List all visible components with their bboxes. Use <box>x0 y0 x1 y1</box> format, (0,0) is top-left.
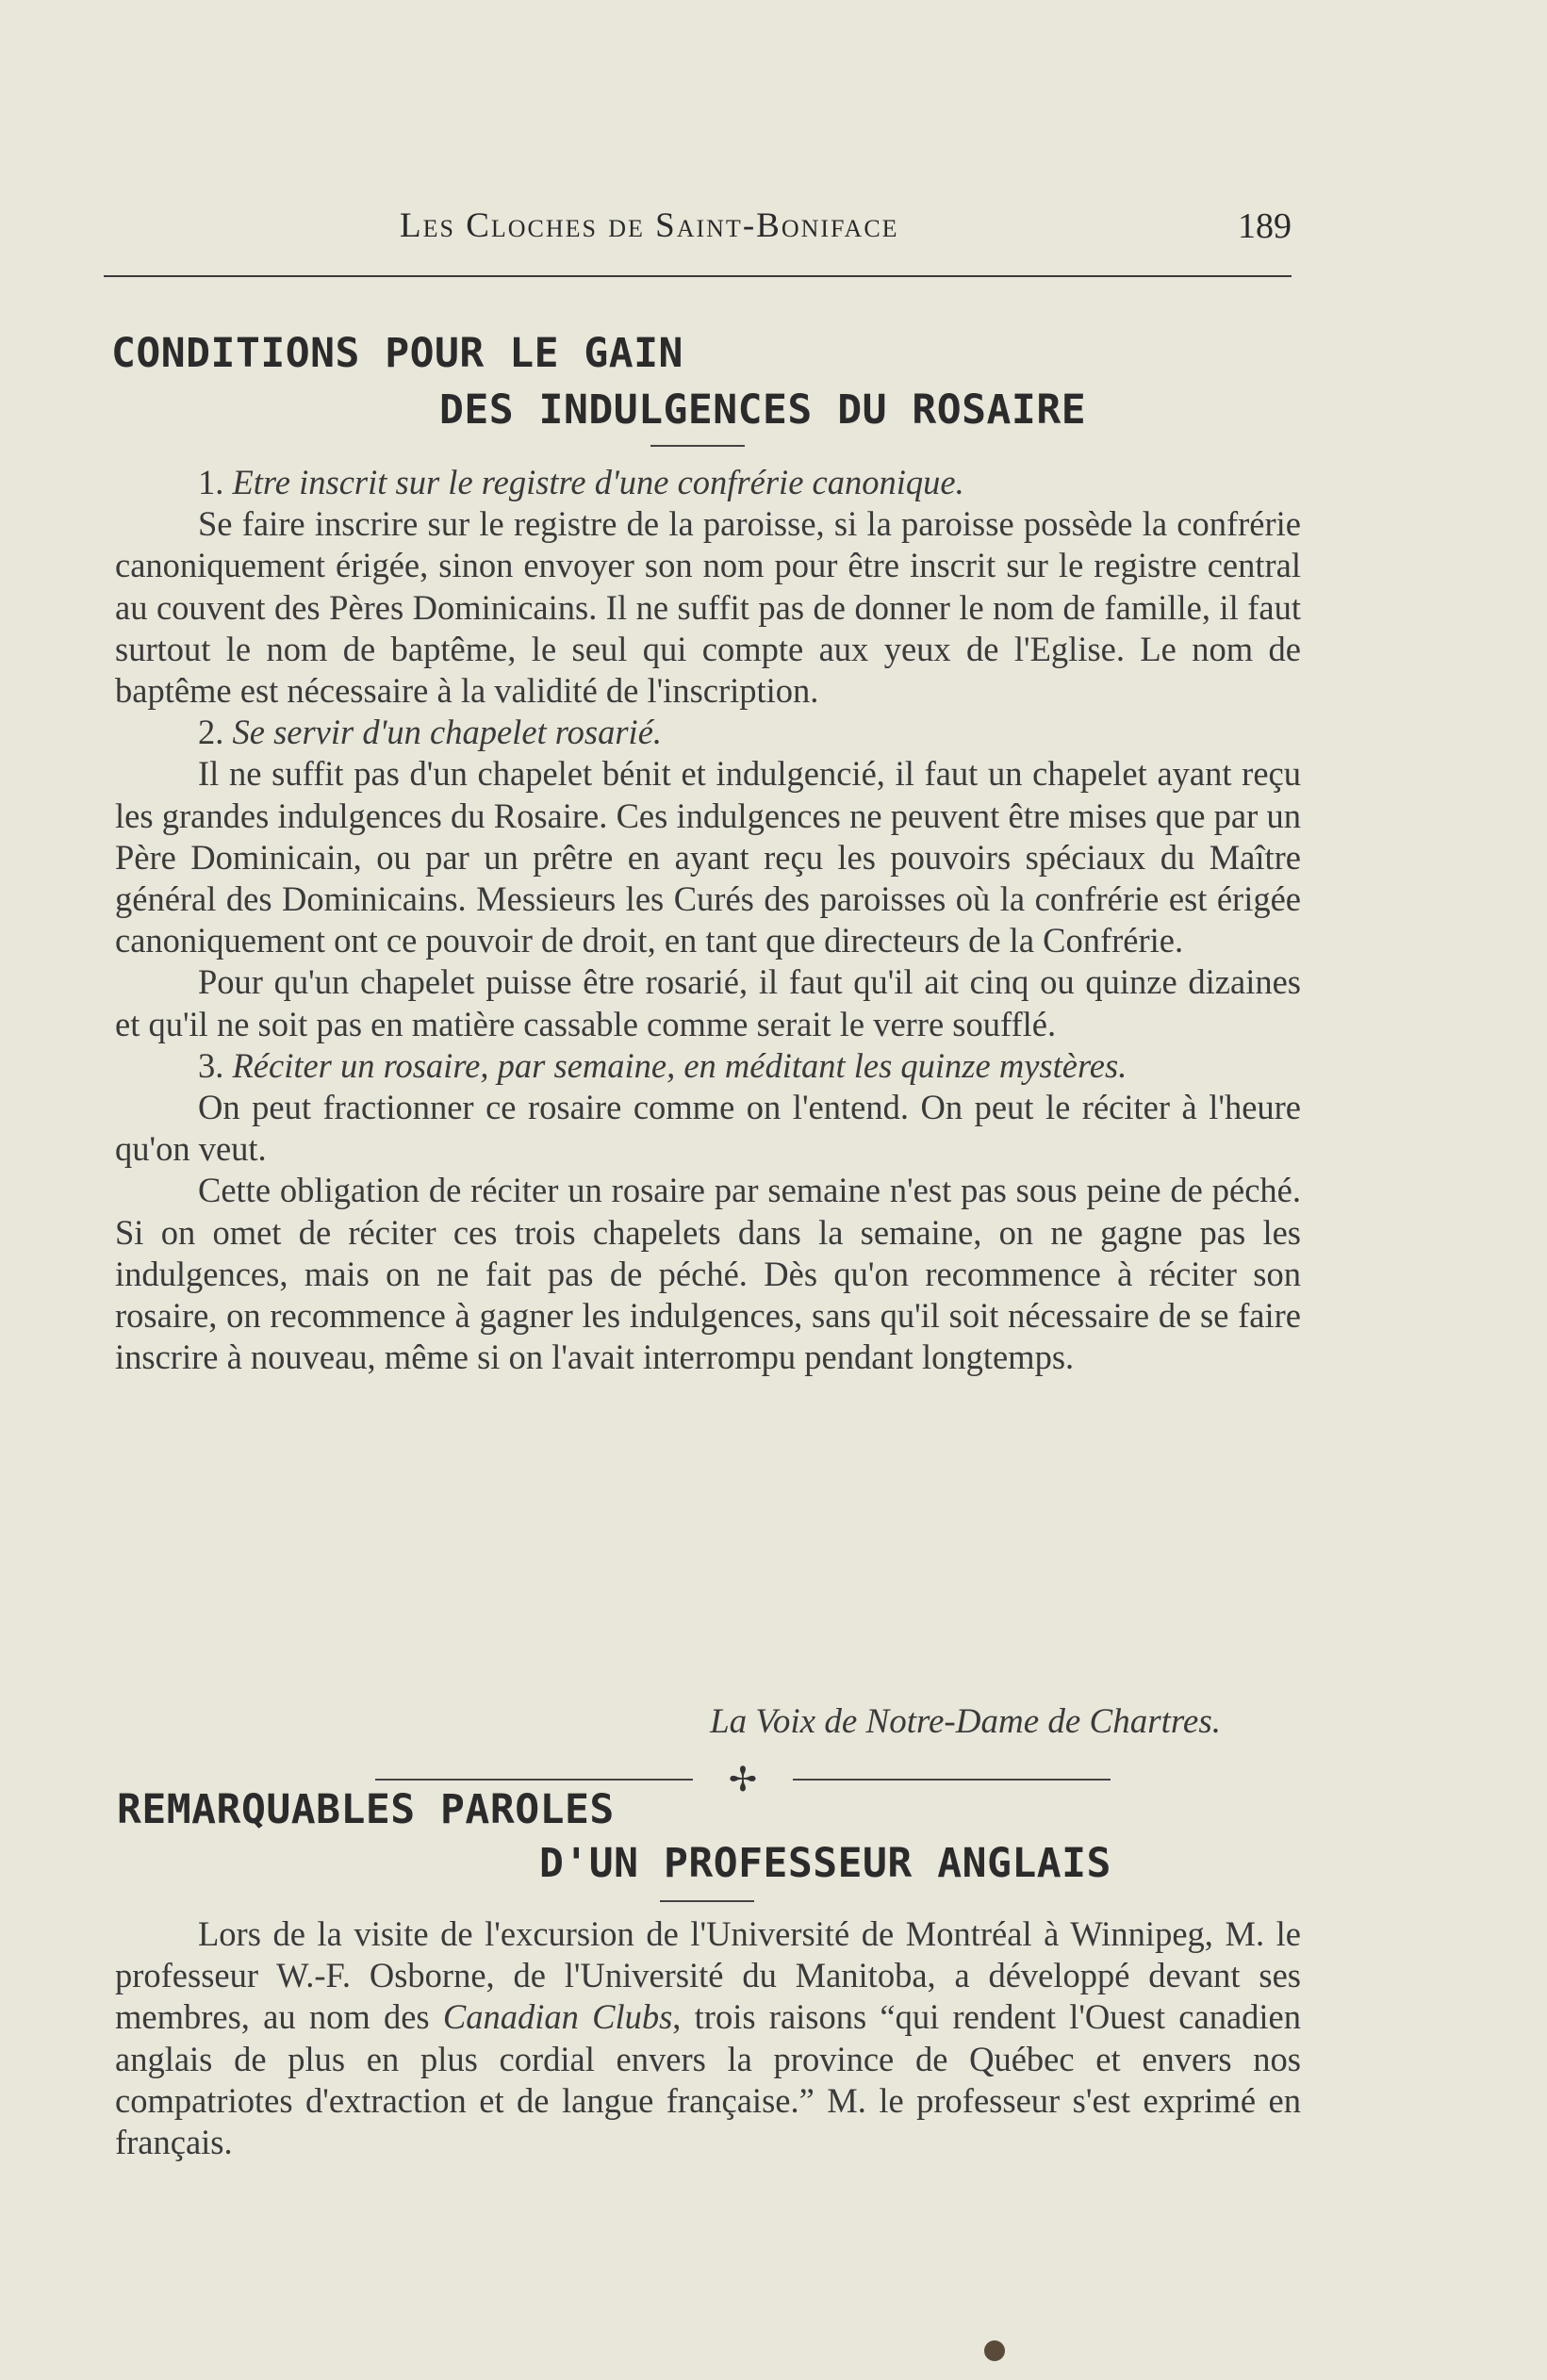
running-title: Les Cloches de Saint-Boniface <box>400 206 899 245</box>
separator-line <box>793 1779 1111 1781</box>
article-body <box>115 1913 1301 2163</box>
condition-heading-1 <box>115 462 1301 503</box>
paragraph: Il ne suffit pas d'un chapelet bénit et indulgencié, il faut un chapelet ayant reçu les grandes indulgences du Rosaire. Ces indulgences ne peuvent être mises que par un Père Dominicain, ou par un prêtre en ayant reçu les pouvoirs spéciaux du Maître général des Dominicains. Messieurs les Curés des paroisses où la confrérie est érigée canoniquement ont ce pouvoir de droit, en tant que directeurs de la Confrérie. <box>115 754 1301 960</box>
header-rule <box>104 275 1292 277</box>
paragraph: Cette obligation de réciter un rosaire par semaine n'est pas sous peine de péché. Si on omet de réciter ces trois chapelets dans la semaine, on ne gagne pas les indulgences, mais on ne fait pas de péché. Dès qu'on recommence à réciter son rosaire, on recommence à gagner les indulgences, sans qu'il soit nécessaire de se faire inscrire à nouveau, même si on l'avait interrompu pendant longtemps. <box>115 1171 1301 1377</box>
paragraph: Lors de la visite de l'excursion de l'Université de Montréal à Winnipeg, M. le professeur W.-F. Osborne, de l'Université du Manitoba, a développé devant ses membres, au nom des Canadian Clubs, trois raisons “qui rendent l'Ouest canadien anglais de plus en plus cordial envers la province de Québec et envers nos compatriotes d'extraction et de langue française.” M. le professeur s'est exprimé en français. <box>115 1914 1301 2162</box>
italic-term: Canadian Clubs <box>442 1997 673 2037</box>
condition-number: 3. <box>198 1045 224 1085</box>
paragraph: Se faire inscrire sur le registre de la paroisse, si la paroisse possède la confrérie canoniquement érigée, sinon envoyer son nom pour être inscrit sur le registre central au couvent des Pères Dominicains. Il ne suffit pas de donner le nom de famille, il faut surtout le nom de baptême, le seul qui compte aux yeux de l'Eglise. Le nom de baptême est nécessaire à la validité de l'inscription. <box>115 504 1301 711</box>
condition-title: Etre inscrit sur le registre d'une confrérie canonique. <box>232 463 964 501</box>
condition-title: Se servir d'un chapelet rosarié. <box>232 713 663 752</box>
ink-spot <box>984 2340 1005 2361</box>
condition-number: 2. <box>198 713 224 752</box>
article-title-line-1: REMARQUABLES PAROLES <box>117 1786 615 1833</box>
separator-line <box>375 1779 693 1781</box>
article-title-line-2: D'UN PROFESSEUR ANGLAIS <box>539 1840 1111 1887</box>
paragraph: Pour qu'un chapelet puisse être rosarié, il faut qu'il ait cinq ou quinze dizaines et qu'il ne soit pas en matière cassable comme serait le verre soufflé. <box>115 962 1301 1043</box>
paragraph: On peut fractionner ce rosaire comme on l'entend. On peut le réciter à l'heure qu'on veut. <box>115 1088 1301 1169</box>
article-title-line-2: DES INDULGENCES DU ROSAIRE <box>439 386 1087 434</box>
running-head <box>113 205 1292 253</box>
condition-heading-2 <box>115 712 1301 753</box>
condition-heading-3 <box>115 1045 1301 1087</box>
article-title-line-1: CONDITIONS POUR LE GAIN <box>111 330 683 377</box>
condition-number: 1. <box>198 463 224 501</box>
page-number: 189 <box>1238 206 1292 246</box>
cross-ornament-icon: ✢ <box>728 1761 758 1798</box>
title-rule <box>660 1900 754 1902</box>
title-rule <box>650 445 745 447</box>
article-body <box>115 462 1301 1378</box>
condition-title: Réciter un rosaire, par semaine, en méditant les quinze mystères. <box>232 1045 1127 1085</box>
source-citation: La Voix de Notre-Dame de Chartres. <box>710 1702 1221 1741</box>
